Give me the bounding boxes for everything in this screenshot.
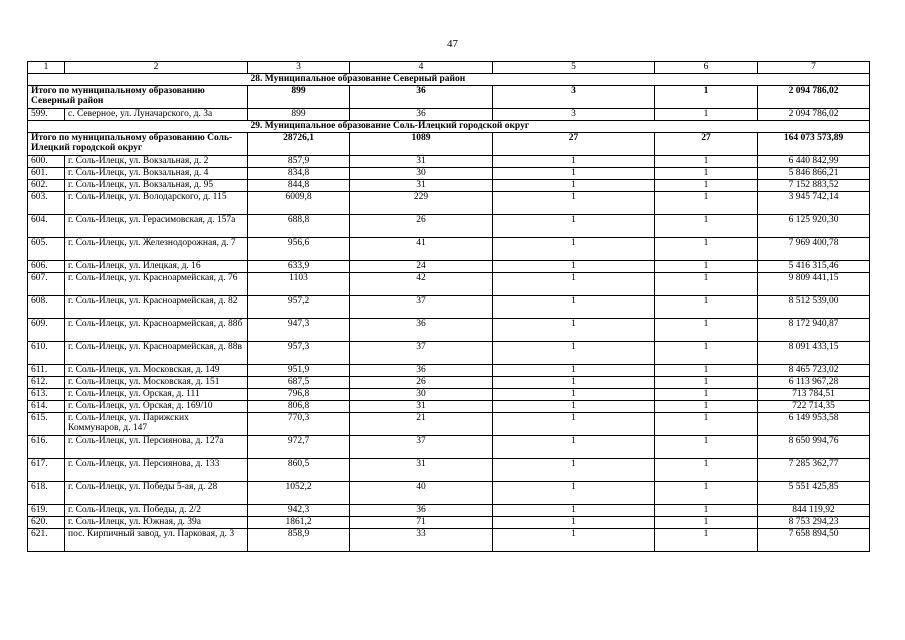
row-count-a: 1 <box>493 435 655 458</box>
table-row <box>28 167 870 179</box>
row-count-b: 1 <box>655 108 758 120</box>
row-residents: 24 <box>350 260 493 272</box>
row-number: 602. <box>28 179 65 191</box>
row-number: 601. <box>28 167 65 179</box>
row-address: г. Соль-Илецк, ул. Победы 5-ая, д. 28 <box>65 481 248 504</box>
row-address: г. Соль-Илецк, ул. Железнодорожная, д. 7 <box>65 237 248 260</box>
row-address: г. Соль-Илецк, ул. Герасимовская, д. 157а <box>65 214 248 237</box>
row-amount: 5 416 315,46 <box>758 260 870 272</box>
row-number: 615. <box>28 412 65 435</box>
row-area: 957,3 <box>248 341 350 364</box>
row-residents: 41 <box>350 237 493 260</box>
section-total-row <box>28 85 870 108</box>
row-address: г. Соль-Илецк, ул. Красноармейская, д. 88в <box>65 341 248 364</box>
row-residents: 26 <box>350 376 493 388</box>
row-number: 618. <box>28 481 65 504</box>
row-amount: 8 465 723,02 <box>758 364 870 376</box>
row-residents: 31 <box>350 458 493 481</box>
table-row <box>28 237 870 260</box>
row-residents: 33 <box>350 528 493 551</box>
row-amount: 9 809 441,15 <box>758 272 870 295</box>
total-c4: 36 <box>350 85 493 108</box>
table-row <box>28 435 870 458</box>
row-count-b: 1 <box>655 435 758 458</box>
row-area: 633,9 <box>248 260 350 272</box>
row-amount: 844 119,92 <box>758 504 870 516</box>
table-row <box>28 272 870 295</box>
row-address: г. Соль-Илецк, ул. Илецкая, д. 16 <box>65 260 248 272</box>
section-title: 29. Муниципальное образование Соль-Илецкий городской округ <box>248 120 870 132</box>
row-address: г. Соль-Илецк, ул. Южная, д. 39а <box>65 516 248 528</box>
row-area: 860,5 <box>248 458 350 481</box>
row-area: 857,9 <box>248 155 350 167</box>
row-area: 957,2 <box>248 295 350 318</box>
row-count-a: 1 <box>493 504 655 516</box>
row-address: с. Северное, ул. Луначарского, д. 3а <box>65 108 248 120</box>
total-label: Итого по муниципальному образованию Северный район <box>28 85 248 108</box>
table-row <box>28 179 870 191</box>
column-number-cell: 5 <box>493 62 655 74</box>
row-count-a: 1 <box>493 272 655 295</box>
row-residents: 21 <box>350 412 493 435</box>
table-row <box>28 318 870 341</box>
row-amount: 5 551 425,85 <box>758 481 870 504</box>
row-count-a: 1 <box>493 155 655 167</box>
row-amount: 3 945 742,14 <box>758 191 870 214</box>
row-amount: 6 149 953,58 <box>758 412 870 435</box>
total-c5: 27 <box>493 132 655 155</box>
table-row <box>28 516 870 528</box>
row-count-b: 1 <box>655 458 758 481</box>
column-number-cell: 6 <box>655 62 758 74</box>
total-c5: 3 <box>493 85 655 108</box>
row-area: 951,9 <box>248 364 350 376</box>
row-address: г. Соль-Илецк, ул. Московская, д. 149 <box>65 364 248 376</box>
row-number: 603. <box>28 191 65 214</box>
registry-table <box>27 61 870 552</box>
table-row <box>28 295 870 318</box>
row-area: 1861,2 <box>248 516 350 528</box>
row-count-b: 1 <box>655 412 758 435</box>
row-count-b: 1 <box>655 388 758 400</box>
row-residents: 36 <box>350 108 493 120</box>
row-count-b: 1 <box>655 295 758 318</box>
row-number: 608. <box>28 295 65 318</box>
section-heading-spacer <box>28 73 248 85</box>
row-address: г. Соль-Илецк, ул. Вокзальная, д. 2 <box>65 155 248 167</box>
row-count-a: 1 <box>493 237 655 260</box>
table-row <box>28 388 870 400</box>
row-area: 942,3 <box>248 504 350 516</box>
row-number: 612. <box>28 376 65 388</box>
total-c3: 899 <box>248 85 350 108</box>
row-amount: 713 784,51 <box>758 388 870 400</box>
row-amount: 7 969 400,78 <box>758 237 870 260</box>
row-number: 620. <box>28 516 65 528</box>
row-address: г. Соль-Илецк, ул. Московская, д. 151 <box>65 376 248 388</box>
row-number: 617. <box>28 458 65 481</box>
column-number-cell: 3 <box>248 62 350 74</box>
row-count-a: 1 <box>493 458 655 481</box>
row-residents: 26 <box>350 214 493 237</box>
row-amount: 6 113 967,28 <box>758 376 870 388</box>
row-amount: 722 714,35 <box>758 400 870 412</box>
row-area: 687,5 <box>248 376 350 388</box>
row-residents: 37 <box>350 295 493 318</box>
row-count-a: 1 <box>493 516 655 528</box>
row-count-b: 1 <box>655 481 758 504</box>
row-amount: 8 753 294,23 <box>758 516 870 528</box>
total-c7: 2 094 786,02 <box>758 85 870 108</box>
row-count-a: 1 <box>493 295 655 318</box>
row-area: 1052,2 <box>248 481 350 504</box>
row-number: 613. <box>28 388 65 400</box>
row-count-b: 1 <box>655 516 758 528</box>
row-number: 610. <box>28 341 65 364</box>
row-number: 599. <box>28 108 65 120</box>
row-residents: 36 <box>350 318 493 341</box>
column-number-cell: 1 <box>28 62 65 74</box>
row-number: 607. <box>28 272 65 295</box>
row-count-b: 1 <box>655 237 758 260</box>
row-count-b: 1 <box>655 272 758 295</box>
section-heading-row <box>28 73 870 85</box>
row-residents: 40 <box>350 481 493 504</box>
row-address: г. Соль-Илецк, ул. Володарского, д. 115 <box>65 191 248 214</box>
row-number: 604. <box>28 214 65 237</box>
row-amount: 7 152 883,52 <box>758 179 870 191</box>
column-number-cell: 2 <box>65 62 248 74</box>
row-address: г. Соль-Илецк, ул. Персиянова, д. 127а <box>65 435 248 458</box>
table-row <box>28 214 870 237</box>
row-residents: 37 <box>350 435 493 458</box>
row-area: 972,7 <box>248 435 350 458</box>
row-count-b: 1 <box>655 364 758 376</box>
row-count-a: 1 <box>493 388 655 400</box>
row-count-a: 1 <box>493 364 655 376</box>
table-row <box>28 504 870 516</box>
row-count-a: 1 <box>493 376 655 388</box>
row-area: 806,8 <box>248 400 350 412</box>
table-row <box>28 155 870 167</box>
section-total-row <box>28 132 870 155</box>
table-row <box>28 191 870 214</box>
row-amount: 7 658 894,50 <box>758 528 870 551</box>
row-count-b: 1 <box>655 504 758 516</box>
page-number: 47 <box>447 38 458 50</box>
row-count-b: 1 <box>655 341 758 364</box>
row-address: г. Соль-Илецк, ул. Персиянова, д. 133 <box>65 458 248 481</box>
column-number-cell: 4 <box>350 62 493 74</box>
total-label: Итого по муниципальному образованию Соль-Илецкий городской округ <box>28 132 248 155</box>
row-area: 688,8 <box>248 214 350 237</box>
row-residents: 30 <box>350 167 493 179</box>
row-residents: 31 <box>350 400 493 412</box>
table-row <box>28 364 870 376</box>
row-count-b: 1 <box>655 191 758 214</box>
row-number: 611. <box>28 364 65 376</box>
row-number: 605. <box>28 237 65 260</box>
row-count-b: 1 <box>655 400 758 412</box>
table-row <box>28 481 870 504</box>
row-address: г. Соль-Илецк, ул. Красноармейская, д. 82 <box>65 295 248 318</box>
row-count-b: 1 <box>655 528 758 551</box>
row-residents: 36 <box>350 364 493 376</box>
row-residents: 31 <box>350 155 493 167</box>
row-count-a: 1 <box>493 318 655 341</box>
table-row <box>28 528 870 551</box>
row-count-a: 3 <box>493 108 655 120</box>
row-amount: 6 125 920,30 <box>758 214 870 237</box>
row-residents: 31 <box>350 179 493 191</box>
section-heading-spacer <box>28 120 248 132</box>
row-count-b: 1 <box>655 376 758 388</box>
row-number: 619. <box>28 504 65 516</box>
table-row <box>28 412 870 435</box>
row-number: 609. <box>28 318 65 341</box>
row-residents: 42 <box>350 272 493 295</box>
row-amount: 8 650 994,76 <box>758 435 870 458</box>
row-address: г. Соль-Илецк, ул. Вокзальная, д. 95 <box>65 179 248 191</box>
row-residents: 229 <box>350 191 493 214</box>
row-residents: 36 <box>350 504 493 516</box>
row-address: г. Соль-Илецк, ул. Орская, д. 169/10 <box>65 400 248 412</box>
column-number-row <box>28 62 870 74</box>
section-heading-row <box>28 120 870 132</box>
table-row <box>28 341 870 364</box>
row-amount: 2 094 786,02 <box>758 108 870 120</box>
row-count-b: 1 <box>655 318 758 341</box>
row-count-a: 1 <box>493 191 655 214</box>
row-amount: 5 846 866,21 <box>758 167 870 179</box>
row-area: 1103 <box>248 272 350 295</box>
row-area: 770,3 <box>248 412 350 435</box>
row-count-a: 1 <box>493 528 655 551</box>
row-residents: 71 <box>350 516 493 528</box>
row-address: г. Соль-Илецк, ул. Красноармейская, д. 88б <box>65 318 248 341</box>
row-number: 621. <box>28 528 65 551</box>
row-number: 606. <box>28 260 65 272</box>
row-count-a: 1 <box>493 179 655 191</box>
row-count-a: 1 <box>493 260 655 272</box>
table-row <box>28 108 870 120</box>
table-row <box>28 376 870 388</box>
row-count-b: 1 <box>655 214 758 237</box>
row-residents: 37 <box>350 341 493 364</box>
row-count-b: 1 <box>655 167 758 179</box>
row-area: 844,8 <box>248 179 350 191</box>
row-area: 956,6 <box>248 237 350 260</box>
total-c4: 1089 <box>350 132 493 155</box>
row-amount: 8 091 433,15 <box>758 341 870 364</box>
row-area: 899 <box>248 108 350 120</box>
total-c3: 28726,1 <box>248 132 350 155</box>
row-count-b: 1 <box>655 179 758 191</box>
section-title: 28. Муниципальное образование Северный район <box>248 73 870 85</box>
row-count-b: 1 <box>655 260 758 272</box>
row-number: 600. <box>28 155 65 167</box>
row-address: г. Соль-Илецк, ул. Парижских Коммунаров, д. 147 <box>65 412 248 435</box>
total-c7: 164 073 573,89 <box>758 132 870 155</box>
row-amount: 7 285 362,77 <box>758 458 870 481</box>
total-c6: 1 <box>655 85 758 108</box>
row-amount: 6 440 842,99 <box>758 155 870 167</box>
row-count-a: 1 <box>493 400 655 412</box>
table-row <box>28 458 870 481</box>
row-area: 6009,8 <box>248 191 350 214</box>
row-count-a: 1 <box>493 167 655 179</box>
row-area: 834,8 <box>248 167 350 179</box>
row-address: г. Соль-Илецк, ул. Победы, д. 2/2 <box>65 504 248 516</box>
row-count-b: 1 <box>655 155 758 167</box>
row-amount: 8 512 539,00 <box>758 295 870 318</box>
row-amount: 8 172 940,87 <box>758 318 870 341</box>
row-residents: 30 <box>350 388 493 400</box>
row-count-a: 1 <box>493 412 655 435</box>
row-number: 616. <box>28 435 65 458</box>
row-count-a: 1 <box>493 341 655 364</box>
row-area: 858,9 <box>248 528 350 551</box>
row-address: г. Соль-Илецк, ул. Красноармейская, д. 76 <box>65 272 248 295</box>
row-count-a: 1 <box>493 481 655 504</box>
row-number: 614. <box>28 400 65 412</box>
row-count-a: 1 <box>493 214 655 237</box>
row-address: пос. Кирпичный завод, ул. Парковая, д. 3 <box>65 528 248 551</box>
table-row <box>28 400 870 412</box>
table-row <box>28 260 870 272</box>
row-area: 947,3 <box>248 318 350 341</box>
total-c6: 27 <box>655 132 758 155</box>
row-area: 796,8 <box>248 388 350 400</box>
row-address: г. Соль-Илецк, ул. Орская, д. 111 <box>65 388 248 400</box>
column-number-cell: 7 <box>758 62 870 74</box>
row-address: г. Соль-Илецк, ул. Вокзальная, д. 4 <box>65 167 248 179</box>
